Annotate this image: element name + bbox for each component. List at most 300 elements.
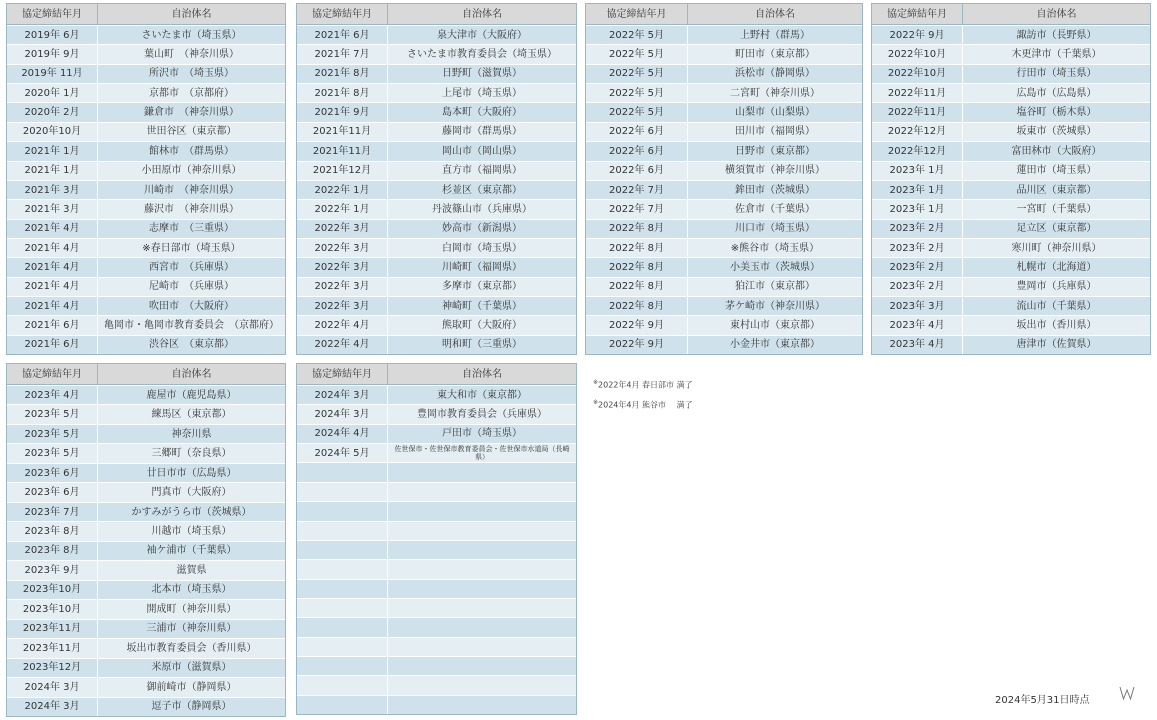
agreement-date: 2019年 9月: [7, 45, 98, 63]
agreement-date: 2023年11月: [7, 620, 98, 638]
agreement-date: 2021年 4月: [7, 278, 98, 296]
table-row: [586, 199, 862, 218]
table-row: [872, 335, 1150, 354]
agreement-date: 2023年 4月: [872, 316, 963, 334]
agreement-date: 2022年10月: [872, 45, 963, 63]
agreement-date: 2019年 6月: [7, 26, 98, 44]
table-row: [297, 695, 576, 714]
municipality-name: 亀岡市・亀岡市教育委員会 （京都府）: [104, 320, 279, 332]
agreement-date: 2021年 7月: [297, 45, 388, 63]
table-row: [872, 315, 1150, 334]
header-date: 協定締結年月: [586, 4, 688, 24]
municipality-name: [388, 657, 576, 675]
agreement-date: 2022年11月: [872, 103, 963, 121]
table-row: [872, 83, 1150, 102]
table-row: [297, 424, 576, 443]
agreement-date: 2021年 1月: [7, 142, 98, 160]
municipality-name: [388, 638, 576, 656]
table-row: [297, 540, 576, 559]
table-row: [7, 64, 285, 83]
header-date: 協定締結年月: [297, 364, 388, 384]
table-row: [7, 315, 285, 334]
municipality-name: 富田林市（大阪府）: [1011, 145, 1102, 157]
municipality-name: [388, 560, 576, 578]
agreement-date: 2023年 2月: [872, 278, 963, 296]
agreement-date: 2022年 5月: [586, 103, 688, 121]
agreement-date: 2024年 3月: [297, 386, 388, 404]
agreement-date: 2023年 9月: [7, 561, 98, 579]
table-row: [872, 238, 1150, 257]
municipality-name: 吹田市 （大阪府）: [149, 300, 234, 312]
table-row: [297, 238, 576, 257]
table-row: [7, 541, 285, 560]
municipality-name: 世田谷区（東京都）: [146, 126, 237, 138]
agreement-date: 2024年 3月: [7, 698, 98, 716]
table-row: [297, 482, 576, 501]
table-row: [7, 560, 285, 579]
table-row: [297, 180, 576, 199]
table-row: [872, 199, 1150, 218]
agreement-date: 2022年 9月: [872, 26, 963, 44]
municipality-name: 鹿屋市（鹿児島県）: [146, 389, 237, 401]
municipality-name: 日野市（東京都）: [735, 145, 815, 157]
agreement-date: 2022年 4月: [297, 336, 388, 354]
agreement-date: 2024年 3月: [7, 678, 98, 696]
agreement-date: [297, 522, 388, 540]
municipality-name: 三郷町（奈良県）: [151, 448, 232, 460]
agreement-date: 2022年 8月: [586, 258, 688, 276]
agreement-date: [297, 696, 388, 714]
table-row: [297, 219, 576, 238]
agreement-date: [297, 618, 388, 636]
municipality-name: 蓮田市（埼玉県）: [1016, 165, 1097, 177]
header-date: 協定締結年月: [297, 4, 388, 24]
table-row: [7, 580, 285, 599]
header-name: 自治体名: [171, 368, 212, 380]
municipality-name: 小田原市（神奈川県）: [141, 165, 242, 177]
table-row: [586, 44, 862, 63]
table-row: [586, 219, 862, 238]
table-row: [7, 424, 285, 443]
table-row: [586, 315, 862, 334]
table-row: [586, 296, 862, 315]
table-row: [7, 385, 285, 404]
agreement-date: 2022年 9月: [586, 316, 688, 334]
municipality-name: 品川区（東京都）: [1016, 184, 1097, 196]
table-row: [297, 141, 576, 160]
table-row: [297, 315, 576, 334]
municipality-name: 袖ケ浦市（千葉県）: [146, 545, 237, 557]
municipality-name: 丹波篠山市（兵庫県）: [432, 203, 532, 215]
municipality-name: 廿日市市（広島県）: [146, 467, 237, 479]
agreement-date: 2022年10月: [872, 65, 963, 83]
agreement-date: 2022年11月: [872, 84, 963, 102]
table-row: [586, 64, 862, 83]
table-row: [586, 141, 862, 160]
table-row: [872, 277, 1150, 296]
agreement-date: 2024年 5月: [297, 444, 388, 462]
table-row: [7, 619, 285, 638]
agreement-date: [297, 560, 388, 578]
table-row: [586, 277, 862, 296]
table-row: [297, 25, 576, 44]
agreement-date: [297, 657, 388, 675]
municipality-name: かすみがうら市（茨城県）: [131, 506, 252, 518]
table-row: [7, 83, 285, 102]
table-row: [872, 141, 1150, 160]
table-row: [586, 122, 862, 141]
table-row: [7, 257, 285, 276]
agreement-date: 2022年 1月: [297, 200, 388, 218]
municipality-name: [388, 541, 576, 559]
agreement-date: 2022年 3月: [297, 297, 388, 315]
agreement-date: 2023年 2月: [872, 220, 963, 238]
agreement-date: 2023年 4月: [7, 386, 98, 404]
agreement-date: 2022年 6月: [586, 162, 688, 180]
municipality-name: 浜松市（静岡県）: [735, 68, 815, 80]
table-row: [7, 463, 285, 482]
table-header: [7, 4, 285, 25]
municipality-name: 鉾田市（茨城県）: [735, 184, 815, 196]
table-row: [7, 199, 285, 218]
municipality-name: 川崎市 （神奈川県）: [144, 184, 239, 196]
table-row: [7, 180, 285, 199]
agreement-date: 2023年 3月: [872, 297, 963, 315]
agreement-date: 2023年 1月: [872, 162, 963, 180]
agreement-date: 2022年 5月: [586, 45, 688, 63]
table-row: [7, 658, 285, 677]
agreement-date: 2021年 4月: [7, 297, 98, 315]
agreement-date: 2023年 8月: [7, 522, 98, 540]
agreement-date: 2022年 7月: [586, 181, 688, 199]
table-row: [872, 122, 1150, 141]
municipality-name: 京都市 （京都府）: [149, 87, 234, 99]
municipality-name: 日野町（滋賀県）: [442, 68, 522, 80]
agreement-date: 2023年 4月: [872, 336, 963, 354]
agreement-date: 2022年 8月: [586, 278, 688, 296]
municipality-name: 島本町（大阪府）: [442, 107, 522, 119]
municipality-name: さいたま市教育委員会（埼玉県）: [407, 49, 557, 61]
table-row: [7, 404, 285, 423]
municipality-name: 茅ケ崎市（神奈川県）: [725, 300, 825, 312]
municipality-name: ※熊谷市（埼玉県）: [730, 242, 820, 254]
agreement-date: 2023年 5月: [7, 444, 98, 462]
agreement-date: 2021年11月: [297, 142, 388, 160]
agreement-date: 2023年 6月: [7, 464, 98, 482]
agreement-date: 2023年 1月: [872, 200, 963, 218]
municipality-name: 御前崎市（静岡県）: [146, 681, 237, 693]
municipality-name: 杉並区（東京都）: [442, 184, 522, 196]
agreement-date: [297, 483, 388, 501]
table-row: [7, 599, 285, 618]
agreement-date: 2023年 7月: [7, 503, 98, 521]
agreement-date: 2023年 5月: [7, 405, 98, 423]
municipality-name: 田川市（福岡県）: [735, 126, 815, 138]
municipality-name: 佐世保市・佐世保市教育委員会・佐世保市水道局（長崎県）: [394, 445, 570, 462]
header-date: 協定締結年月: [872, 4, 963, 24]
table-row: [872, 44, 1150, 63]
agreement-date: [297, 502, 388, 520]
agreement-date: 2023年12月: [7, 659, 98, 677]
municipality-name: 滋賀県: [176, 564, 207, 576]
agreement-date: 2021年 9月: [297, 103, 388, 121]
agreement-date: 2020年 1月: [7, 84, 98, 102]
municipality-name: 神崎町（千葉県）: [442, 300, 522, 312]
header-name: 自治体名: [171, 8, 212, 20]
agreement-date: 2021年 1月: [7, 162, 98, 180]
header-name: 自治体名: [1036, 8, 1077, 20]
municipality-name: [388, 463, 576, 481]
municipality-name: 横須賀市（神奈川県）: [725, 165, 825, 177]
table-row: [586, 238, 862, 257]
agreement-table-4: [871, 3, 1151, 355]
municipality-name: 唐津市（佐賀県）: [1016, 339, 1097, 351]
agreement-date: 2023年10月: [7, 600, 98, 618]
header-date: 協定締結年月: [7, 364, 98, 384]
table-row: [7, 102, 285, 121]
municipality-name: 一宮町（千葉県）: [1016, 203, 1097, 215]
municipality-name: 豊岡市（兵庫県）: [1016, 281, 1097, 293]
agreement-date: 2022年 5月: [586, 26, 688, 44]
table-row: [7, 25, 285, 44]
agreement-date: [297, 541, 388, 559]
agreement-date: 2023年 1月: [872, 181, 963, 199]
municipality-name: 尼崎市 （兵庫県）: [149, 281, 234, 293]
municipality-name: 寒川町（神奈川県）: [1011, 242, 1102, 254]
table-row: [297, 617, 576, 636]
agreement-date: 2021年 6月: [297, 26, 388, 44]
municipality-name: 開成町（神奈川県）: [146, 603, 237, 615]
municipality-name: 熊取町（大阪府）: [442, 320, 522, 332]
municipality-name: 坂出市教育委員会（香川県）: [126, 642, 257, 654]
table-header: [7, 364, 285, 385]
table-row: [297, 385, 576, 404]
agreement-table-6: [296, 363, 577, 715]
agreement-date: 2023年10月: [7, 581, 98, 599]
municipality-name: 塩谷町（栃木県）: [1016, 107, 1097, 119]
table-row: [297, 257, 576, 276]
municipality-name: 妙高市（新潟県）: [442, 223, 522, 235]
agreement-date: 2021年 4月: [7, 220, 98, 238]
municipality-name: 三浦市（神奈川県）: [146, 623, 237, 635]
table-row: [297, 83, 576, 102]
agreement-date: 2022年 5月: [586, 84, 688, 102]
table-row: [7, 697, 285, 716]
municipality-name: [388, 483, 576, 501]
agreement-date: 2021年 3月: [7, 200, 98, 218]
municipality-name: 藤岡市（群馬県）: [442, 126, 522, 138]
table-header: [297, 364, 576, 385]
agreement-date: 2023年 6月: [7, 483, 98, 501]
municipality-name: 狛江市（東京都）: [735, 281, 815, 293]
table-row: [872, 180, 1150, 199]
agreement-date: 2023年11月: [7, 639, 98, 657]
table-header: [586, 4, 862, 25]
table-row: [297, 443, 576, 462]
municipality-name: [388, 502, 576, 520]
agreement-date: 2020年10月: [7, 123, 98, 141]
municipality-name: 藤沢市 （神奈川県）: [144, 203, 239, 215]
agreement-date: 2022年 3月: [297, 220, 388, 238]
agreement-table-3: [585, 3, 863, 355]
agreement-date: 2021年 6月: [7, 336, 98, 354]
table-row: [7, 482, 285, 501]
table-row: [297, 559, 576, 578]
table-row: [7, 238, 285, 257]
table-row: [872, 64, 1150, 83]
agreement-date: 2022年 1月: [297, 181, 388, 199]
table-row: [297, 675, 576, 694]
table-row: [7, 296, 285, 315]
municipality-name: ※春日部市（埼玉県）: [142, 242, 241, 254]
table-row: [297, 521, 576, 540]
municipality-name: 流山市（千葉県）: [1016, 300, 1097, 312]
agreement-date: [297, 599, 388, 617]
agreement-date: [297, 580, 388, 598]
municipality-name: 葉山町 （神奈川県）: [144, 49, 239, 61]
municipality-name: 小金井市（東京都）: [730, 339, 820, 351]
municipality-name: 直方市（福岡県）: [442, 165, 522, 177]
municipality-name: [388, 676, 576, 694]
agreement-date: 2024年 4月: [297, 425, 388, 443]
header-name: 自治体名: [462, 368, 502, 380]
municipality-name: 北本市（埼玉県）: [151, 584, 232, 596]
table-row: [872, 219, 1150, 238]
table-row: [586, 335, 862, 354]
logo-w-icon: [1118, 684, 1136, 702]
agreement-date: 2022年 3月: [297, 239, 388, 257]
agreement-date: 2021年 8月: [297, 84, 388, 102]
municipality-name: 川越市（埼玉県）: [151, 526, 232, 538]
municipality-name: [388, 580, 576, 598]
agreement-table-2: [296, 3, 577, 355]
table-row: [7, 44, 285, 63]
agreement-date: 2021年 4月: [7, 239, 98, 257]
municipality-name: 小美玉市（茨城県）: [730, 261, 820, 273]
municipality-name: 米原市（滋賀県）: [151, 662, 232, 674]
municipality-name: 東村山市（東京都）: [730, 320, 820, 332]
table-row: [297, 335, 576, 354]
municipality-name: 泉大津市（大阪府）: [437, 29, 527, 41]
agreement-date: 2023年 5月: [7, 425, 98, 443]
table-row: [7, 277, 285, 296]
municipality-name: 西宮市 （兵庫県）: [149, 261, 234, 273]
municipality-name: 戸田市（埼玉県）: [442, 428, 522, 440]
municipality-name: 門真市（大阪府）: [151, 487, 232, 499]
municipality-name: 所沢市 （埼玉県）: [149, 68, 234, 80]
footnote-1: ※2022年4月 春日部市 満了: [593, 379, 693, 390]
table-header: [297, 4, 576, 25]
municipality-name: 町田市（東京都）: [735, 49, 815, 61]
table-row: [872, 25, 1150, 44]
municipality-name: [388, 599, 576, 617]
municipality-name: 豊岡市教育委員会（兵庫県）: [417, 409, 547, 421]
agreement-date: 2021年12月: [297, 162, 388, 180]
table-row: [297, 296, 576, 315]
agreement-date: [297, 463, 388, 481]
table-row: [297, 598, 576, 617]
municipality-name: 逗子市（静岡県）: [151, 701, 232, 713]
footnotes: [593, 374, 693, 413]
agreement-date: 2022年 6月: [586, 142, 688, 160]
header-name: 自治体名: [462, 8, 502, 20]
table-row: [7, 161, 285, 180]
table-row: [586, 180, 862, 199]
municipality-name: 多摩市（東京都）: [442, 281, 522, 293]
municipality-name: 東大和市（東京都）: [437, 389, 527, 401]
agreement-table-5: [6, 363, 286, 717]
municipality-name: 上野村（群馬）: [740, 29, 810, 41]
municipality-name: 木更津市（千葉県）: [1011, 49, 1102, 61]
footnote-2: ※2024年4月 熊谷市 満了: [593, 398, 693, 410]
agreement-date: 2023年 2月: [872, 239, 963, 257]
municipality-name: 佐倉市（千葉県）: [735, 203, 815, 215]
table-row: [586, 161, 862, 180]
table-row: [297, 44, 576, 63]
table-row: [586, 83, 862, 102]
table-row: [586, 25, 862, 44]
municipality-name: 坂出市（香川県）: [1016, 320, 1097, 332]
table-row: [297, 199, 576, 218]
table-row: [7, 122, 285, 141]
municipality-name: 白岡市（埼玉県）: [442, 242, 522, 254]
header-date: 協定締結年月: [7, 4, 98, 24]
agreement-date: 2022年12月: [872, 142, 963, 160]
table-row: [297, 102, 576, 121]
table-row: [297, 579, 576, 598]
agreement-date: 2019年 11月: [7, 65, 98, 83]
agreement-date: [297, 676, 388, 694]
municipality-name: 足立区（東京都）: [1016, 223, 1097, 235]
agreement-date: [297, 638, 388, 656]
table-row: [7, 219, 285, 238]
table-row: [297, 462, 576, 481]
municipality-name: [388, 618, 576, 636]
municipality-name: [388, 696, 576, 714]
agreement-date: 2022年 8月: [586, 297, 688, 315]
agreement-date: 2022年12月: [872, 123, 963, 141]
municipality-name: 山梨市（山梨県）: [735, 107, 815, 119]
table-row: [872, 296, 1150, 315]
header-name: 自治体名: [755, 8, 795, 20]
agreement-date: 2021年 3月: [7, 181, 98, 199]
agreement-date: 2023年 2月: [872, 258, 963, 276]
table-row: [297, 637, 576, 656]
table-row: [297, 277, 576, 296]
municipality-name: 館林市 （群馬県）: [149, 145, 234, 157]
table-row: [297, 656, 576, 675]
table-row: [297, 122, 576, 141]
table-row: [872, 102, 1150, 121]
table-row: [7, 677, 285, 696]
municipality-name: 諏訪市（長野県）: [1016, 29, 1097, 41]
agreement-date: 2022年 4月: [297, 316, 388, 334]
table-row: [7, 638, 285, 657]
table-row: [586, 102, 862, 121]
agreement-date: 2022年 9月: [586, 336, 688, 354]
table-header: [872, 4, 1150, 25]
agreement-date: 2021年 4月: [7, 258, 98, 276]
agreement-date: 2022年 5月: [586, 65, 688, 83]
water-stand-logo: [1117, 684, 1137, 712]
municipality-name: 上尾市（埼玉県）: [442, 87, 522, 99]
agreement-date: 2023年 8月: [7, 542, 98, 560]
agreement-date: 2024年 3月: [297, 405, 388, 423]
municipality-name: 練馬区（東京都）: [151, 409, 232, 421]
table-row: [297, 161, 576, 180]
table-row: [297, 404, 576, 423]
municipality-name: 鎌倉市 （神奈川県）: [144, 107, 239, 119]
